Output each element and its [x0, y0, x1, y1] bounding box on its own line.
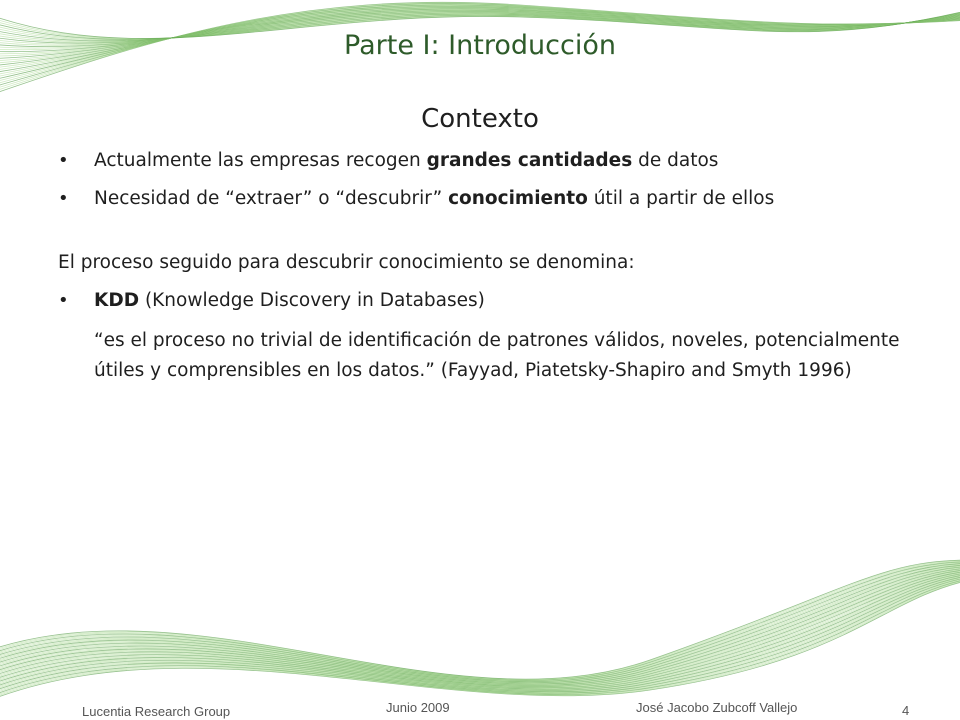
footer-author: José Jacobo Zubcoff Vallejo — [636, 700, 798, 715]
bullet-dot: • — [58, 188, 69, 209]
page-number: 4 — [902, 703, 910, 718]
bullet-item — [58, 148, 918, 173]
bullet-dot: • — [58, 150, 69, 171]
bullet-text: KDD (Knowledge Discovery in Databases) — [94, 290, 485, 311]
kdd-definition-quote: “es el proceso no trivial de identificación de patrones válidos, noveles, potencialmente útiles y comprensibles en los datos.” (Fayyad, Piatetsky-Shapiro and Smyth 1996) — [94, 330, 900, 381]
bullet-text: Necesidad de “extraer” o “descubrir” conocimiento útil a partir de ellos — [94, 188, 775, 209]
process-paragraph: El proceso seguido para descubrir conocimiento se denomina: — [58, 252, 635, 273]
section-subtitle: Contexto — [421, 104, 539, 134]
footer-date: Junio 2009 — [386, 700, 450, 715]
bottom-wave-line — [0, 571, 960, 688]
bullet-item — [58, 186, 918, 211]
bullet-text: Actualmente las empresas recogen grandes cantidades de datos — [94, 150, 719, 171]
bullet-item-kdd — [58, 288, 918, 313]
bottom-wave-line — [0, 566, 960, 684]
slide-title: Parte I: Introducción — [344, 30, 616, 61]
slide-body — [58, 148, 918, 386]
footer-group: Lucentia Research Group — [82, 704, 231, 719]
bullet-dot: • — [58, 290, 69, 311]
